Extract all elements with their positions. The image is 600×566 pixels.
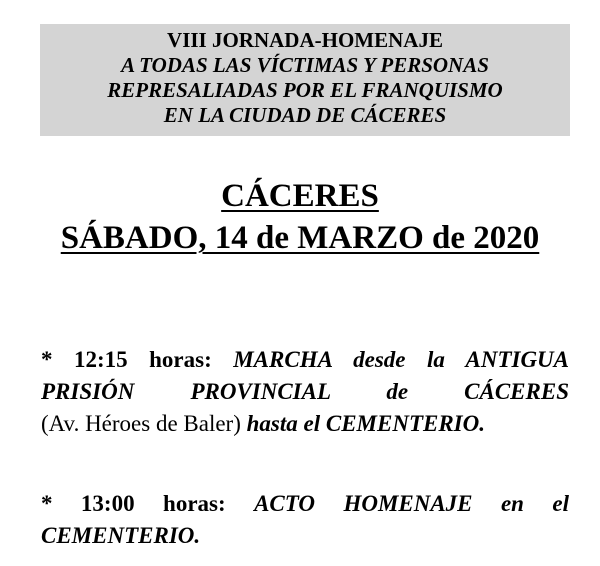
date-text: SÁBADO, 14 de MARZO de 2020 [60, 220, 540, 256]
event-homage-time: * 13:00 horas: [41, 491, 226, 516]
city-heading [0, 176, 600, 216]
event-march-line-1 [41, 344, 569, 376]
event-homage-line-1 [41, 488, 569, 520]
title-line-2: A TODAS LAS VÍCTIMAS Y PERSONAS [121, 53, 489, 77]
event-march-title-part-3: hasta el CEMENTERIO. [246, 411, 485, 436]
date-heading [0, 218, 600, 258]
event-march-address: (Av. Héroes de Baler) [41, 411, 241, 436]
title-line-4: EN LA CIUDAD DE CÁCERES [163, 103, 447, 127]
event-march [41, 344, 569, 440]
event-march-line-2 [41, 376, 569, 408]
title-line-3: REPRESALIADAS POR EL FRANQUISMO [107, 78, 503, 102]
event-homage [41, 488, 569, 552]
event-homage-title-part-1: ACTO HOMENAJE en el [254, 491, 569, 516]
event-homage-title-part-2: CEMENTERIO. [41, 523, 201, 548]
event-march-title-part-2: PRISIÓN PROVINCIAL de CÁCERES [41, 379, 569, 404]
title-banner [40, 24, 570, 136]
event-homage-line-2 [41, 520, 569, 552]
event-march-time: * 12:15 horas: [41, 347, 212, 372]
event-march-title-part-1: MARCHA desde la ANTIGUA [233, 347, 569, 372]
title-line-1: VIII JORNADA-HOMENAJE [167, 28, 443, 52]
city-text: CÁCERES [221, 178, 379, 214]
event-march-line-3 [41, 408, 569, 440]
